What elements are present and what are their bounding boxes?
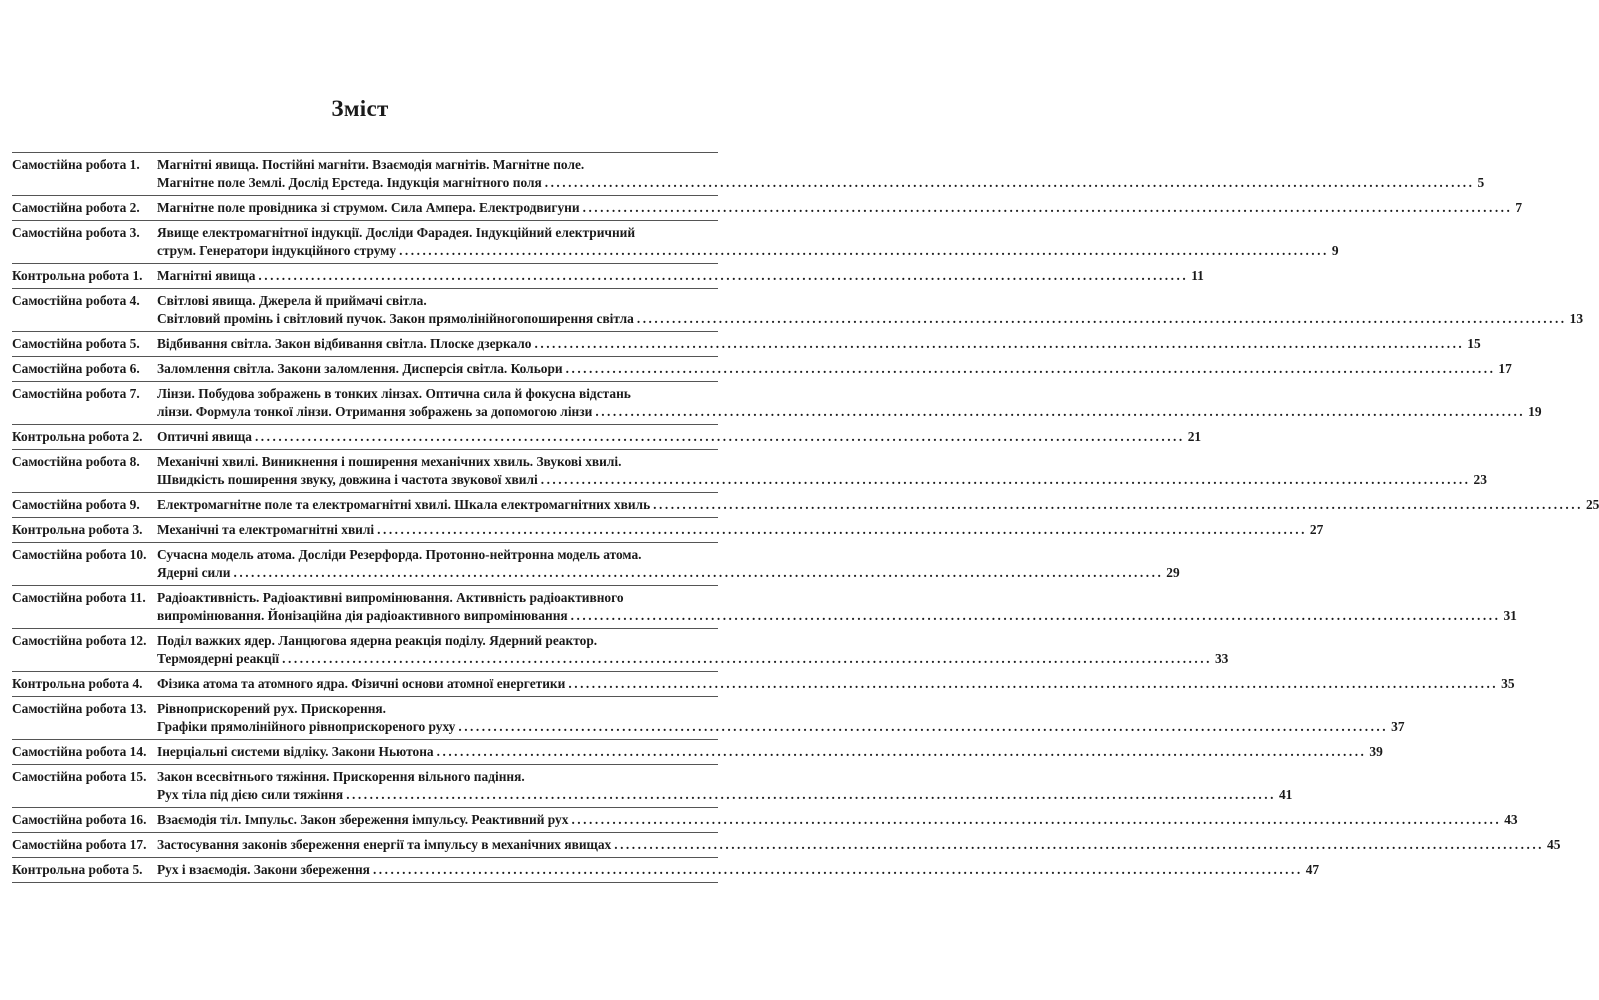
toc-entry-page-number: 31 (1503, 608, 1517, 623)
toc-entry-label: Контрольна робота 5. (12, 862, 143, 877)
dot-leader (377, 521, 1307, 539)
page-title: Зміст (331, 96, 389, 121)
dot-leader (614, 836, 1544, 854)
dot-leader (346, 786, 1276, 804)
dot-leader (399, 242, 1329, 260)
toc-entry-title (157, 385, 1542, 420)
toc-entry-label: Самостійна робота 9. (12, 497, 140, 512)
dot-leader (545, 174, 1475, 192)
toc-entry-page-number: 19 (1528, 404, 1542, 419)
toc-entry-page-number: 27 (1309, 522, 1324, 537)
toc-entry (12, 332, 1481, 357)
toc-entry-title-last-line (157, 471, 1487, 489)
toc-entry-label: Самостійна робота 15. (12, 769, 147, 784)
toc-entry (12, 264, 1204, 289)
toc-entry-title-last-line (157, 675, 1515, 693)
toc-entry-title-line: Механічні хвилі. Виникнення і поширення механічних хвиль. Звукові хвилі. (157, 454, 622, 469)
toc-entry-title-last-line (157, 743, 1383, 761)
toc-entry-title (157, 156, 1485, 191)
dot-leader (535, 335, 1465, 353)
toc-entry-page-number: 29 (1166, 565, 1180, 580)
dot-leader (258, 267, 1188, 285)
toc-entry-page-number: 13 (1569, 311, 1584, 326)
dot-leader (595, 403, 1525, 421)
toc-entry-title (157, 521, 1324, 538)
dot-leader (568, 675, 1498, 693)
toc-entry-page-number: 21 (1187, 429, 1202, 444)
toc-entry (12, 425, 1202, 450)
toc-entry-title (157, 292, 1584, 327)
toc-entry-title-last-line (157, 650, 1229, 668)
toc-entry (12, 493, 1599, 518)
toc-entry (12, 672, 1515, 697)
toc-entry-title-line: випромінювання. Йонізаційна дія радіоактивного випромінювання (157, 608, 568, 623)
toc-entry-title-line: Рух тіла під дією сили тяжіння (157, 787, 344, 802)
toc-entry-title-last-line (157, 199, 1523, 217)
toc-entry-title-line: Швидкість поширення звуку, довжина і частота звукової хвилі (157, 472, 538, 487)
toc-entry-label: Контрольна робота 2. (12, 429, 143, 444)
toc-entry-title (157, 453, 1487, 488)
toc-entry-title-line: Магнітне поле провідника зі струмом. Сила Ампера. Електродвигуни (157, 200, 580, 215)
toc-entry-title (157, 632, 1229, 667)
table-of-contents (12, 152, 1599, 883)
toc-entry (12, 221, 1339, 264)
toc-entry (12, 357, 1512, 382)
toc-entry (12, 543, 1180, 586)
toc-entry-title-line: Графіки прямолінійного рівноприскореного руху (157, 719, 456, 734)
toc-entry-page-number: 17 (1498, 361, 1512, 376)
toc-entry-label: Самостійна робота 1. (12, 157, 140, 172)
toc-entry (12, 153, 1485, 196)
toc-entry-label: Контрольна робота 4. (12, 676, 143, 691)
toc-entry-page-number: 47 (1305, 862, 1320, 877)
toc-entry-page-number: 39 (1369, 744, 1383, 759)
toc-entry-title-line: Ядерні сили (157, 565, 231, 580)
toc-entry-page-number: 43 (1504, 812, 1518, 827)
toc-entry-title (157, 743, 1383, 760)
toc-entry (12, 697, 1405, 740)
toc-entry-page-number: 41 (1278, 787, 1293, 802)
toc-entry-title-line: Взаємодія тіл. Імпульс. Закон збереження імпульсу. Реактивний рух (157, 812, 569, 827)
toc-entry-label: Самостійна робота 12. (12, 633, 147, 648)
toc-entry-title-line: Механічні та електромагнітні хвилі (157, 522, 375, 537)
toc-entry-label: Самостійна робота 17. (12, 837, 147, 852)
toc-entry-page-number: 23 (1473, 472, 1487, 487)
toc-entry-title-last-line (157, 836, 1561, 854)
dot-leader (653, 496, 1583, 514)
toc-entry (12, 196, 1523, 221)
toc-entry-title-last-line (157, 267, 1204, 285)
toc-entry-title-last-line (157, 786, 1293, 804)
toc-entry-title (157, 496, 1599, 513)
toc-entry-title-line: Відбивання світла. Закон відбивання світла. Плоске дзеркало (157, 336, 532, 351)
toc-entry-title-last-line (157, 564, 1180, 582)
toc-entry-label: Контрольна робота 1. (12, 268, 143, 283)
toc-entry-title-line: Рух і взаємодія. Закони збереження (157, 862, 370, 877)
toc-entry-title-line: Заломлення світла. Закони заломлення. Дисперсія світла. Кольори (157, 361, 563, 376)
toc-entry-title-line: лінзи. Формула тонкої лінзи. Отримання зображень за допомогою лінзи (157, 404, 593, 419)
toc-entry-title-line: Магнітне поле Землі. Дослід Ерстеда. Індукція магнітного поля (157, 175, 542, 190)
toc-entry-title-line: Рівноприскорений рух. Прискорення. (157, 701, 387, 716)
toc-entry-label: Самостійна робота 3. (12, 225, 140, 240)
toc-entry-title-last-line (157, 428, 1202, 446)
toc-entry-title-last-line (157, 174, 1485, 192)
toc-entry-title-line: струм. Генератори індукційного струму (157, 243, 397, 258)
toc-entry-title (157, 428, 1202, 445)
dot-leader (373, 861, 1303, 879)
toc-entry (12, 833, 1561, 858)
toc-entry-title (157, 675, 1515, 692)
dot-leader (583, 199, 1513, 217)
toc-entry-title-line: Поділ важких ядер. Ланцюгова ядерна реакція поділу. Ядерний реактор. (157, 633, 598, 648)
toc-entry-title-line: Світлові явища. Джерела й приймачі світла. (157, 293, 427, 308)
toc-entry-title (157, 267, 1204, 284)
toc-entry-page-number: 7 (1515, 200, 1523, 215)
toc-entry-title-last-line (157, 607, 1517, 625)
toc-entry-title-last-line (157, 360, 1512, 378)
toc-entry (12, 518, 1324, 543)
toc-entry-title (157, 700, 1405, 735)
toc-entry-title-last-line (157, 521, 1324, 539)
toc-entry-title-line: Лінзи. Побудова зображень в тонких лінзах. Оптична сила й фокусна відстань (157, 386, 631, 401)
toc-entry-page-number: 11 (1191, 268, 1204, 283)
toc-entry-title (157, 335, 1481, 352)
toc-entry-title-line: Магнітні явища (157, 268, 256, 283)
toc-entry-label: Самостійна робота 2. (12, 200, 140, 215)
toc-entry-page-number: 35 (1501, 676, 1515, 691)
toc-entry-label: Самостійна робота 8. (12, 454, 140, 469)
toc-entry (12, 808, 1518, 833)
toc-entry-title-line: Термоядерні реакції (157, 651, 280, 666)
toc-entry-title-line: Електромагнітне поле та електромагнітні хвилі. Шкала електромагнітних хвиль (157, 497, 651, 512)
toc-entry-label: Самостійна робота 7. (12, 386, 140, 401)
toc-entry-title (157, 811, 1518, 828)
toc-entry-title-last-line (157, 811, 1518, 829)
toc-entry-title-line: Світловий промінь і світловий пучок. Закон прямолінійногопоширення світла (157, 311, 634, 326)
toc-entry-label: Самостійна робота 4. (12, 293, 140, 308)
dot-leader (541, 471, 1471, 489)
dot-leader (234, 564, 1164, 582)
toc-entry (12, 858, 1320, 883)
toc-entry-title-line: Радіоактивність. Радіоактивні випромінювання. Активність радіоактивного (157, 590, 624, 605)
dot-leader (571, 607, 1501, 625)
toc-entry (12, 289, 1584, 332)
toc-entry-title-line: Сучасна модель атома. Досліди Резерфорда. Протонно-нейтронна модель атома. (157, 547, 642, 562)
toc-entry-label: Самостійна робота 14. (12, 744, 147, 759)
toc-entry-label: Самостійна робота 6. (12, 361, 140, 376)
toc-entry-title-line: Явище електромагнітної індукції. Досліди Фарадея. Індукційний електричний (157, 225, 636, 240)
toc-entry (12, 450, 1487, 493)
dot-leader (458, 718, 1388, 736)
toc-entry-label: Самостійна робота 5. (12, 336, 140, 351)
toc-entry (12, 629, 1229, 672)
dot-leader (566, 360, 1496, 378)
toc-entry-title-line: Закон всесвітнього тяжіння. Прискорення вільного падіння. (157, 769, 525, 784)
toc-entry-title-line: Оптичні явища (157, 429, 252, 444)
dot-leader (255, 428, 1185, 446)
toc-entry-title-last-line (157, 242, 1339, 260)
toc-entry-title-last-line (157, 496, 1599, 514)
toc-entry-title (157, 546, 1180, 581)
toc-entry-title (157, 589, 1517, 624)
dot-leader (637, 310, 1567, 328)
toc-entry-page-number: 5 (1477, 175, 1485, 190)
toc-entry-title-line: Застосування законів збереження енергії та імпульсу в механічних явищах (157, 837, 612, 852)
toc-entry-page-number: 37 (1391, 719, 1405, 734)
toc-entry (12, 765, 1293, 808)
toc-entry-page-number: 15 (1467, 336, 1481, 351)
toc-entry-page-number: 45 (1547, 837, 1561, 852)
toc-entry-title-last-line (157, 718, 1405, 736)
toc-entry-label: Самостійна робота 16. (12, 812, 147, 827)
toc-entry-label: Самостійна робота 13. (12, 701, 147, 716)
toc-entry-title (157, 861, 1320, 878)
toc-entry (12, 740, 1383, 765)
toc-entry-title-last-line (157, 403, 1542, 421)
toc-entry-title (157, 199, 1523, 216)
toc-entry-label: Самостійна робота 10. (12, 547, 147, 562)
toc-entry-title-last-line (157, 861, 1320, 879)
toc-entry-label: Самостійна робота 11. (12, 590, 146, 605)
toc-entry-title-last-line (157, 310, 1584, 328)
toc-entry (12, 586, 1517, 629)
dot-leader (282, 650, 1212, 668)
toc-entry-title (157, 836, 1561, 853)
toc-entry-title (157, 224, 1339, 259)
dot-leader (571, 811, 1501, 829)
toc-entry-title-last-line (157, 335, 1481, 353)
toc-entry-title (157, 360, 1512, 377)
toc-entry-page-number: 9 (1331, 243, 1339, 258)
toc-entry-title (157, 768, 1293, 803)
toc-entry-title-line: Інерціальні системи відліку. Закони Ньютона (157, 744, 434, 759)
dot-leader (437, 743, 1367, 761)
toc-entry-label: Контрольна робота 3. (12, 522, 143, 537)
toc-entry-title-line: Магнітні явища. Постійні магніти. Взаємодія магнітів. Магнітне поле. (157, 157, 585, 172)
toc-entry-page-number: 33 (1214, 651, 1229, 666)
toc-entry (12, 382, 1542, 425)
toc-entry-title-line: Фізика атома та атомного ядра. Фізичні основи атомної енергетики (157, 676, 566, 691)
toc-entry-page-number: 25 (1585, 497, 1599, 512)
